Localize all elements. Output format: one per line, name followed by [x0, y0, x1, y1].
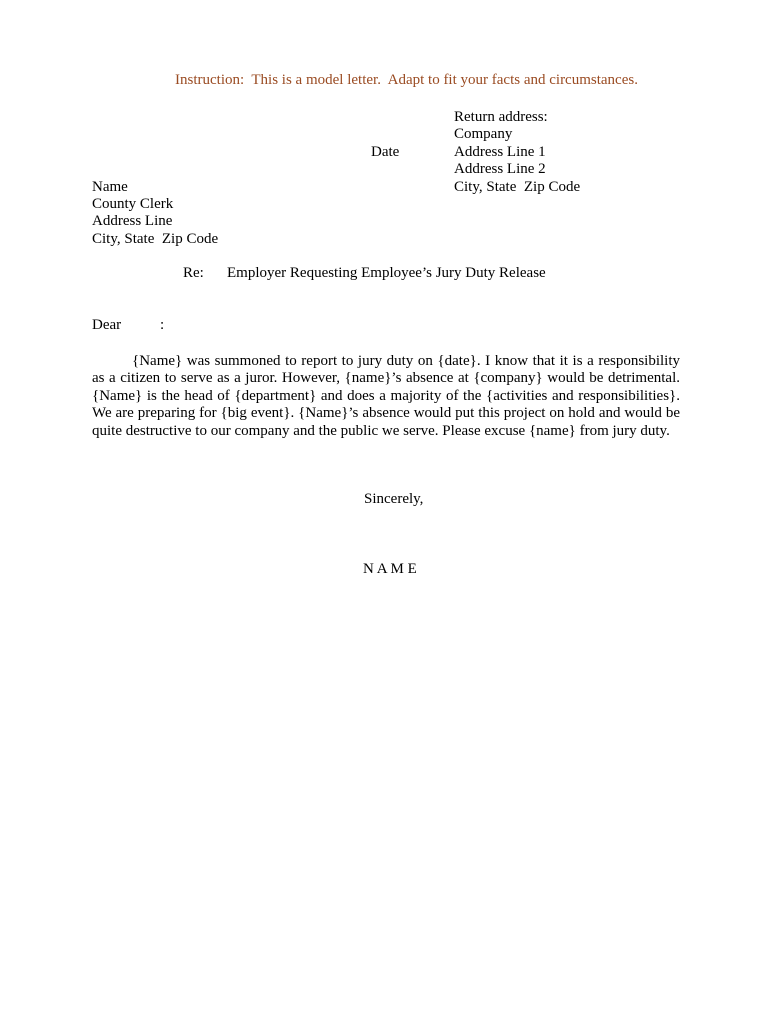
- subject-re-label: Re:: [183, 265, 204, 281]
- date-label: Date: [371, 144, 400, 160]
- recipient-name: Name: [92, 179, 128, 195]
- subject-text: Employer Requesting Employee’s Jury Duty Release: [227, 265, 546, 281]
- recipient-city-state-zip: City, State Zip Code: [92, 231, 219, 247]
- sender-address-line-1: Address Line 1: [454, 144, 546, 160]
- sender-company: Company: [454, 126, 513, 142]
- body-line: {Name} is the head of {department} and does a majority of the {activities and responsibilities}.: [92, 387, 680, 404]
- sender-city-state-zip: City, State Zip Code: [454, 179, 581, 195]
- salutation-punctuation: :: [160, 317, 165, 333]
- body-line: as a citizen to serve as a juror. However, {name}’s absence at {company} would be detrimental.: [92, 370, 680, 387]
- return-address-label: Return address:: [454, 109, 548, 125]
- closing-signature-name: N A M E: [363, 561, 417, 577]
- body-line: quite destructive to our company and the public we serve. Please excuse {name} from jury duty.: [92, 422, 670, 439]
- body-paragraph: [92, 353, 680, 440]
- recipient-title: County Clerk: [92, 196, 174, 212]
- closing-valediction: Sincerely,: [364, 491, 424, 507]
- recipient-address-line: Address Line: [92, 213, 173, 229]
- body-line: We are preparing for {big event}. {Name}’s absence would put this project on hold and would be: [92, 405, 680, 422]
- salutation-greeting: Dear: [92, 317, 122, 333]
- sender-address-line-2: Address Line 2: [454, 161, 546, 177]
- body-line: {Name} was summoned to report to jury duty on {date}. I know that it is a responsibility: [132, 353, 680, 369]
- instruction-line: Instruction: This is a model letter. Adapt to fit your facts and circumstances.: [175, 72, 638, 88]
